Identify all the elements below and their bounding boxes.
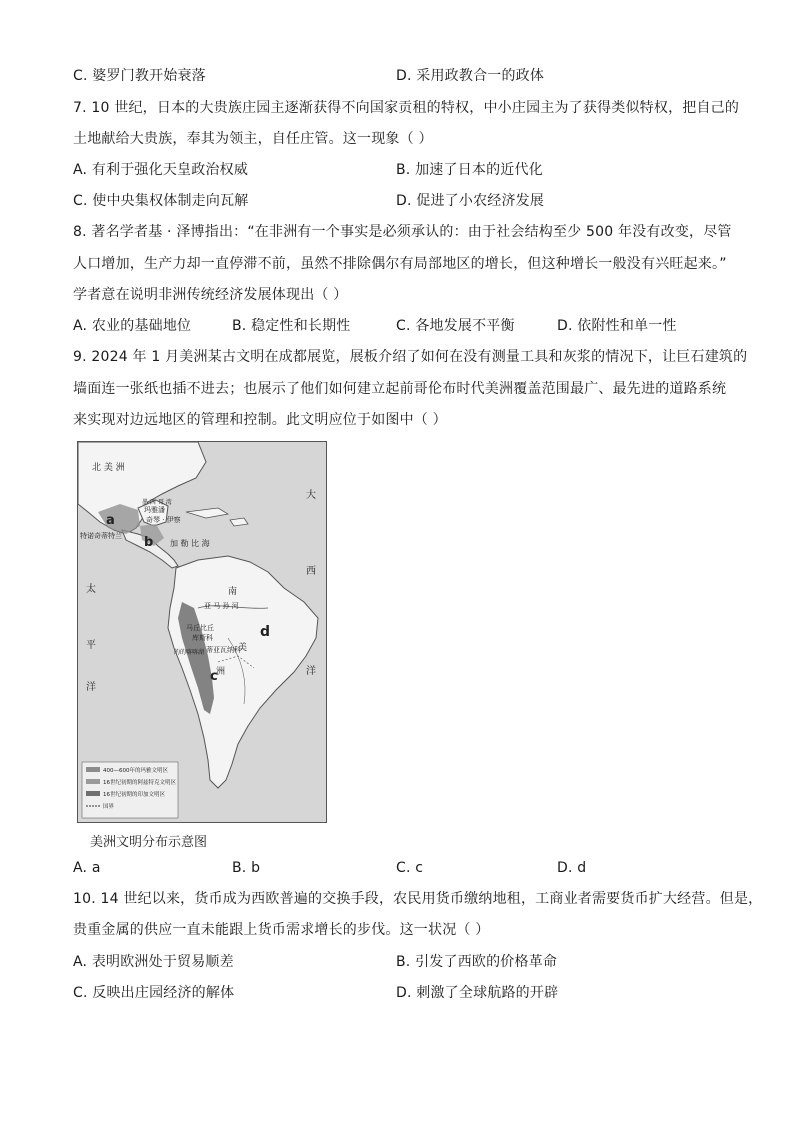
label-gulf-mexico: 墨 西 哥 湾 — [142, 499, 172, 506]
label-north-america: 北 美 洲 — [92, 463, 125, 473]
q9-stem-line1: 9. 2024 年 1 月美洲某古文明在成都展览，展板介绍了如何在没有测量工具和灰浆的情况下，让巨石建筑的 — [73, 349, 748, 365]
legend-swatch-maya — [86, 767, 100, 772]
region-label-c: c — [210, 669, 218, 684]
map-legend — [82, 762, 178, 818]
q7-option-d[interactable]: D. 促进了小农经济发展 — [396, 193, 545, 209]
label-pacific-2: 平 — [86, 640, 96, 651]
label-south-2: 美 — [238, 643, 248, 653]
map-svg — [78, 442, 326, 822]
q10-stem-line1: 10. 14 世纪以来，货币成为西欧普遍的交换手段，农民用货币缴纳地租，工商业者需要货币扩大经营。但是， — [73, 891, 763, 907]
q7-stem-line2: 土地献给大贵族，奉其为领主，自任庄管。这一现象（ ） — [73, 131, 433, 147]
label-pacific-3: 洋 — [86, 682, 96, 693]
legend-aztec: 16世纪初期的阿兹特克文明区 — [103, 780, 176, 786]
q10-option-d[interactable]: D. 刺激了全球航路的开辟 — [396, 985, 559, 1001]
q9-option-a[interactable]: A. a — [73, 860, 101, 876]
q8-stem-line1: 8. 著名学者基 · 泽博指出：“在非洲有一个事实是必须承认的：由于社会结构至少 500 年没有改变，尽管 — [73, 224, 732, 240]
q8-option-a[interactable]: A. 农业的基础地位 — [73, 318, 192, 334]
q9-stem-line3: 来实现对边远地区的管理和控制。此文明应位于如图中（ ） — [73, 412, 447, 428]
q6-option-c[interactable]: C. 婆罗门教开始衰落 — [73, 68, 206, 84]
q7-stem-line1: 7. 10 世纪，日本的大贵族庄园主逐渐获得不向国家贡租的特权，中小庄园主为了获得类似特权，把自己的 — [73, 100, 740, 116]
region-label-b: b — [144, 535, 154, 550]
legend-swatch-inca — [86, 791, 100, 796]
q6-option-d[interactable]: D. 采用政教合一的政体 — [396, 68, 545, 84]
q7-option-a[interactable]: A. 有利于强化天皇政治权威 — [73, 162, 249, 178]
region-label-a: a — [106, 513, 115, 528]
label-atlantic-3: 洋 — [306, 666, 316, 677]
q9-option-d[interactable]: D. d — [557, 860, 587, 876]
q9-option-c[interactable]: C. c — [396, 860, 424, 876]
region-label-d: d — [260, 624, 271, 640]
label-machu-picchu: 马丘比丘 — [186, 624, 214, 632]
q10-option-c[interactable]: C. 反映出庄园经济的解体 — [73, 985, 235, 1001]
label-caribbean: 加 勒 比 海 — [170, 539, 210, 548]
legend-border: 国界 — [103, 804, 115, 810]
label-south-1: 南 — [228, 587, 238, 597]
label-tiwanaku: 蒂亚瓦纳科 — [206, 646, 241, 654]
label-mayapan: 玛雅潘 — [144, 506, 165, 514]
q10-stem-line2: 贵重金属的供应一直未能跟上货币需求增长的步伐。这一状况（ ） — [73, 922, 490, 938]
q10-option-b[interactable]: B. 引发了西欧的价格革命 — [396, 954, 558, 970]
map-caption: 美洲文明分布示意图 — [90, 835, 208, 850]
q8-option-d[interactable]: D. 依附性和单一性 — [557, 318, 677, 334]
q10-option-a[interactable]: A. 表明欧洲处于贸易顺差 — [73, 954, 234, 970]
q8-option-b[interactable]: B. 稳定性和长期性 — [232, 318, 351, 334]
q8-stem-line3: 学者意在说明非洲传统经济发展体现出（ ） — [73, 287, 348, 303]
q8-stem-line2: 人口增加，生产力却一直停滞不前，虽然不排除偶尔有局部地区的增长，但这种增长一般没有兴旺起来。” — [73, 256, 727, 272]
legend-swatch-aztec — [86, 779, 100, 784]
q8-option-c[interactable]: C. 各地发展不平衡 — [396, 318, 515, 334]
legend-inca: 16世纪初期的印加文明区 — [103, 792, 165, 798]
label-titicaca: 的的喀喀湖 — [174, 649, 205, 656]
label-amazon: 亚 马 孙 河 — [204, 602, 239, 610]
q9-stem-line2: 墙面连一张纸也插不进去；也展示了他们如何建立起前哥伦布时代美洲覆盖范围最广、最先进的道路系统 — [73, 381, 727, 397]
label-cusco: 库斯科 — [192, 634, 213, 642]
q7-option-b[interactable]: B. 加速了日本的近代化 — [396, 162, 543, 178]
label-atlantic-2: 西 — [306, 566, 316, 577]
label-south-3: 洲 — [216, 667, 226, 677]
americas-civilization-map — [77, 441, 327, 823]
label-chichen-itza: 奇琴 · 伊察 — [146, 516, 181, 524]
q9-option-b[interactable]: B. b — [232, 860, 261, 876]
label-atlantic-1: 大 — [306, 490, 316, 501]
q7-option-c[interactable]: C. 使中央集权体制走向瓦解 — [73, 193, 249, 209]
label-pacific-1: 太 — [86, 584, 96, 595]
label-tenochtitlan: 特诺奇蒂特兰 — [80, 532, 122, 540]
legend-maya: 400—600年的玛雅文明区 — [103, 768, 168, 774]
